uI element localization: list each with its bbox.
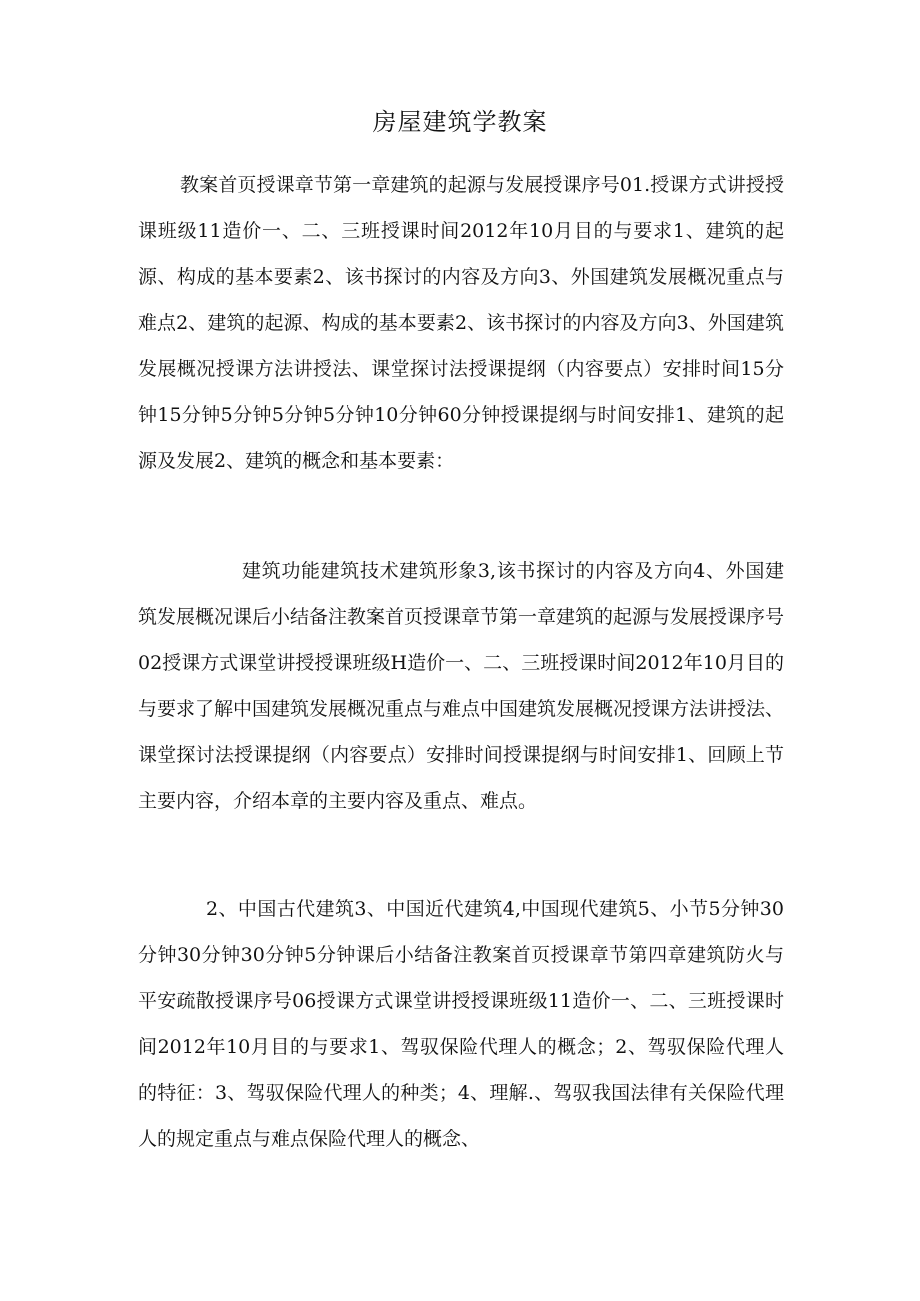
paragraph-2: 建筑功能建筑技术建筑形象3,该书探讨的内容及方向4、外国建筑发展概况课后小结备注教案首页授课章节第一章建筑的起源与发展授课序号02授课方式课堂讲授授课班级H造价一、二、三班授课时间2012年10月目的与要求了解中国建筑发展概况重点与难点中国建筑发展概况授课方法讲授法、课堂探讨法授课提纲（内容要点）安排时间授课提纲与时间安排1、回顾上节主要内容，介绍本章的主要内容及重点、难点。	[138, 560, 785, 812]
paragraph-1: 教案首页授课章节第一章建筑的起源与发展授课序号01.授课方式讲授授课班级11造价一、二、三班授课时间2012年10月目的与要求1、建筑的起源、构成的基本要素2、该书探讨的内容及方向3、外国建筑发展概况重点与难点2、建筑的起源、构成的基本要素2、该书探讨的内容及方向3、外国建筑发展概况授课方法讲授法、课堂探讨法授课提纲（内容要点）安排时间15分钟15分钟5分钟5分钟5分钟10分钟60分钟授课提纲与时间安排1、建筑的起源及发展2、建筑的概念和基本要素：	[138, 174, 784, 472]
document-title: 房屋建筑学教案	[372, 108, 548, 136]
paragraph-3: 2、中国古代建筑3、中国近代建筑4,中国现代建筑5、小节5分钟30分钟30分钟30分钟5分钟课后小结备注教案首页授课章节第四章建筑防火与平安疏散授课序号06授课方式课堂讲授授课班级11造价一、二、三班授课时间2012年10月目的与要求1、驾驭保险代理人的概念；2、驾驭保险代理人的特征：3、驾驭保险代理人的种类；4、理解.、驾驭我国法律有关保险代理人的规定重点与难点保险代理人的概念、	[138, 898, 784, 1150]
